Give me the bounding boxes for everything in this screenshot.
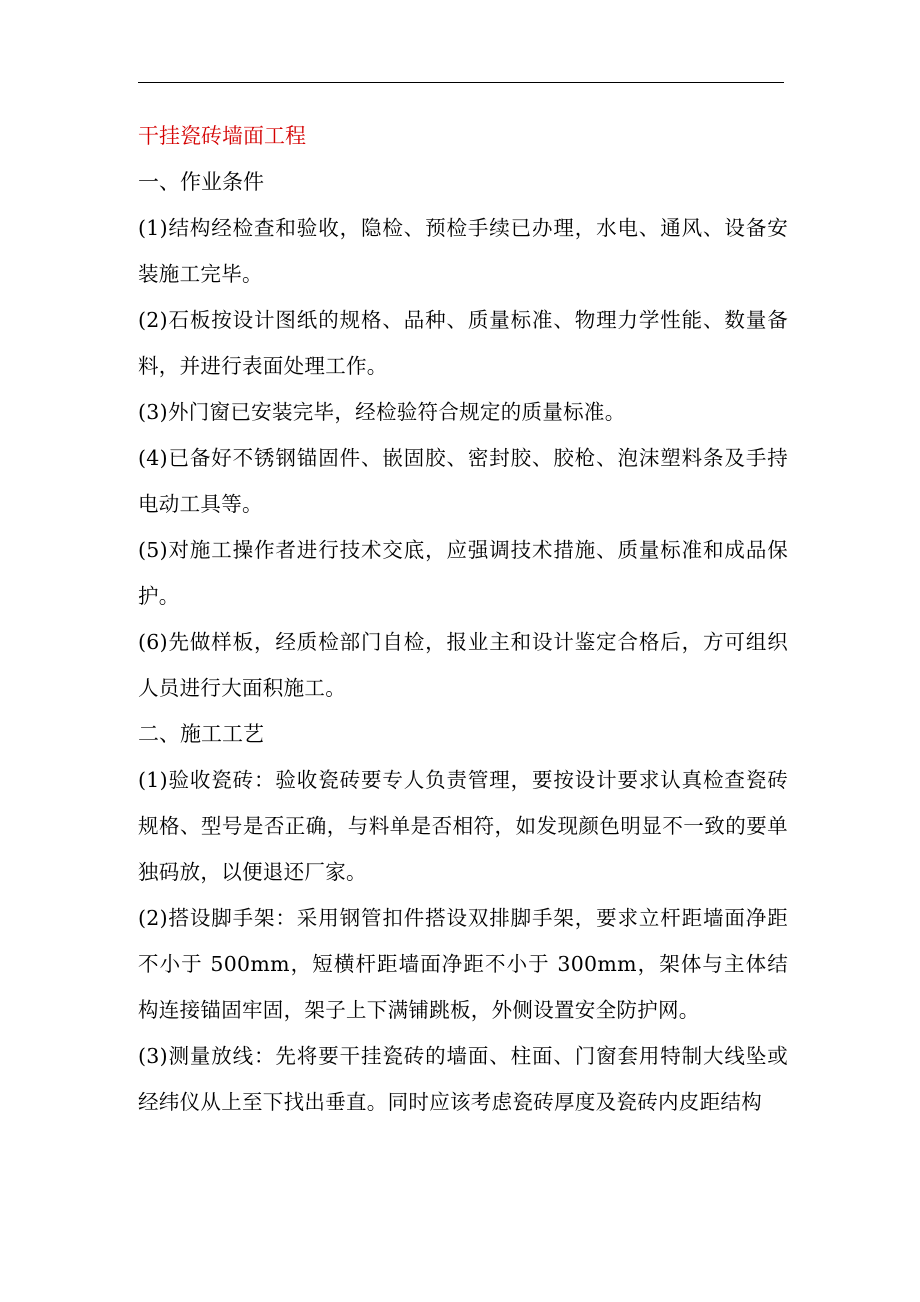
document-title: 干挂瓷砖墙面工程 bbox=[138, 124, 306, 148]
paragraph: (3)外门窗已安装完毕，经检验符合规定的质量标准。 bbox=[138, 400, 626, 424]
paragraph: (6)先做样板，经质检部门自检，报业主和设计鉴定合格后，方可组织人员进行大面积施工。 bbox=[138, 630, 788, 700]
section-heading-2: 二、施工工艺 bbox=[138, 722, 264, 746]
header-rule bbox=[138, 82, 784, 83]
section-heading-1: 一、作业条件 bbox=[138, 170, 264, 194]
paragraph: (3)测量放线：先将要干挂瓷砖的墙面、柱面、门窗套用特制大线坠或经纬仪从上至下找出垂直。同时应该考虑瓷砖厚度及瓷砖内皮距结构 bbox=[138, 1044, 788, 1114]
paragraph: (1)验收瓷砖：验收瓷砖要专人负责管理，要按设计要求认真检查瓷砖规格、型号是否正确，与料单是否相符，如发现颜色明显不一致的要单独码放，以便退还厂家。 bbox=[138, 768, 788, 884]
paragraph: (5)对施工操作者进行技术交底，应强调技术措施、质量标准和成品保护。 bbox=[138, 538, 788, 608]
paragraph: (4)已备好不锈钢锚固件、嵌固胶、密封胶、胶枪、泡沫塑料条及手持电动工具等。 bbox=[138, 446, 788, 516]
paragraph: (2)搭设脚手架：采用钢管扣件搭设双排脚手架，要求立杆距墙面净距不小于 500mm，短横杆距墙面净距不小于 300mm，架体与主体结构连接锚固牢固，架子上下满铺跳板，外侧设置安全防护网。 bbox=[138, 906, 788, 1022]
document-body bbox=[138, 113, 788, 1125]
paragraph: (1)结构经检查和验收，隐检、预检手续已办理，水电、通风、设备安装施工完毕。 bbox=[138, 216, 788, 286]
paragraph: (2)石板按设计图纸的规格、品种、质量标准、物理力学性能、数量备料，并进行表面处理工作。 bbox=[138, 308, 788, 378]
